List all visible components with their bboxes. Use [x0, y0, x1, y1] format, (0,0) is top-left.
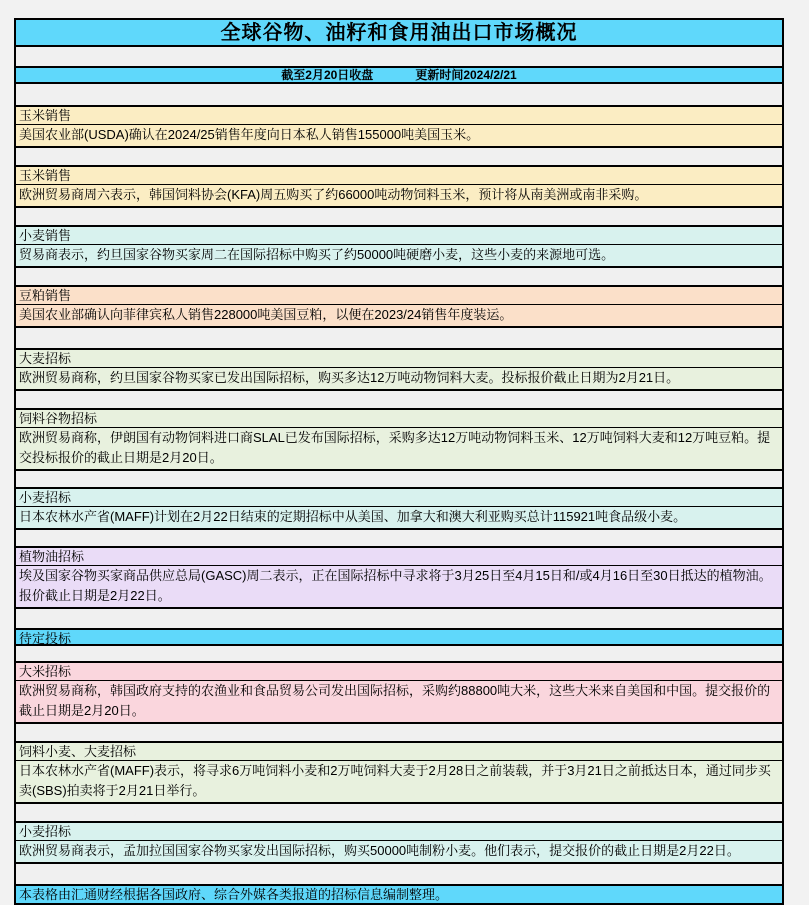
section-body: 日本农林水产省(MAFF)计划在2月22日结束的定期招标中从美国、加拿大和澳大利亚购买总计115921吨食品级小麦。 — [19, 509, 687, 524]
report-table — [14, 18, 784, 905]
section-barley-tender — [16, 348, 782, 391]
section-title: 饲料小麦、大麦招标 — [16, 743, 782, 761]
section-soymeal-sales — [16, 285, 782, 328]
section-body: 贸易商表示，约旦国家谷物买家周二在国际招标中购买了约50000吨硬磨小麦，这些小麦的来源地可选。 — [19, 247, 615, 262]
spacer — [16, 609, 782, 628]
spacer — [16, 646, 782, 661]
spacer — [16, 148, 782, 165]
section-body: 欧洲贸易商周六表示，韩国饲料协会(KFA)周五购买了约66000吨动物饲料玉米，预计将从南美洲或南非采购。 — [19, 187, 648, 202]
as-of-date: 截至2月20日收盘 — [281, 68, 374, 82]
section-wheat-sales — [16, 225, 782, 268]
section-feedgrain-tender — [16, 408, 782, 471]
section-title: 饲料谷物招标 — [16, 410, 782, 428]
pending-tenders-divider: 待定投标 — [16, 628, 782, 646]
spacer — [16, 530, 782, 546]
section-title: 植物油招标 — [16, 548, 782, 566]
spacer — [16, 47, 782, 66]
spacer — [16, 268, 782, 285]
spacer — [16, 84, 782, 105]
section-body: 美国农业部确认向菲律宾私人销售228000吨美国豆粕，以便在2023/24销售年度装运。 — [19, 307, 513, 322]
section-wheat-tender-bangladesh — [16, 821, 782, 864]
section-title: 玉米销售 — [16, 167, 782, 185]
section-title: 小麦招标 — [16, 489, 782, 507]
spacer — [16, 724, 782, 741]
section-body: 欧洲贸易商称，约旦国家谷物买家已发出国际招标，购买多达12万吨动物饲料大麦。投标报价截止日期为2月21日。 — [19, 370, 680, 385]
spacer — [16, 208, 782, 225]
spacer — [16, 328, 782, 348]
section-title: 小麦销售 — [16, 227, 782, 245]
section-rice-tender — [16, 661, 782, 724]
section-title: 豆粕销售 — [16, 287, 782, 305]
section-body: 欧洲贸易商称，韩国政府支持的农渔业和食品贸易公司发出国际招标，采购约88800吨大米，这些大米来自美国和中国。提交报价的截止日期是2月20日。 — [19, 683, 771, 718]
section-body: 欧洲贸易商表示，孟加拉国国家谷物买家发出国际招标，购买50000吨制粉小麦。他们表示，提交报价的截止日期是2月22日。 — [19, 843, 740, 858]
section-vegoil-tender — [16, 546, 782, 609]
info-bar — [16, 66, 782, 84]
spacer — [16, 471, 782, 487]
section-feedwheat-barley-tender — [16, 741, 782, 804]
section-body: 埃及国家谷物买家商品供应总局(GASC)周二表示，正在国际招标中寻求将于3月25日至4月15日和/或4月16日至30日抵达的植物油。报价截止日期是2月22日。 — [19, 568, 772, 603]
section-body: 日本农林水产省(MAFF)表示，将寻求6万吨饲料小麦和2万吨饲料大麦于2月28日之前装载，并于3月21日之前抵达日本，通过同步买卖(SBS)拍卖将于2月21日举行。 — [19, 763, 771, 798]
section-corn-sales-1 — [16, 105, 782, 148]
section-body: 美国农业部(USDA)确认在2024/25销售年度向日本私人销售155000吨美国玉米。 — [19, 127, 480, 142]
page-title: 全球谷物、油籽和食用油出口市场概况 — [16, 20, 782, 47]
section-title: 大米招标 — [16, 663, 782, 681]
update-time: 更新时间2024/2/21 — [415, 68, 517, 82]
spacer — [16, 391, 782, 408]
section-body: 欧洲贸易商称，伊朗国有动物饲料进口商SLAL已发布国际招标，采购多达12万吨动物饲料玉米、12万吨饲料大麦和12万吨豆粕。提交投标报价的截止日期是2月20日。 — [19, 430, 771, 465]
spacer — [16, 864, 782, 884]
section-wheat-tender-maff — [16, 487, 782, 530]
section-corn-sales-2 — [16, 165, 782, 208]
section-title: 玉米销售 — [16, 107, 782, 125]
footer-note: 本表格由汇通财经根据各国政府、综合外媒各类报道的招标信息编制整理。 — [16, 884, 782, 903]
section-title: 大麦招标 — [16, 350, 782, 368]
section-title: 小麦招标 — [16, 823, 782, 841]
spacer — [16, 804, 782, 821]
